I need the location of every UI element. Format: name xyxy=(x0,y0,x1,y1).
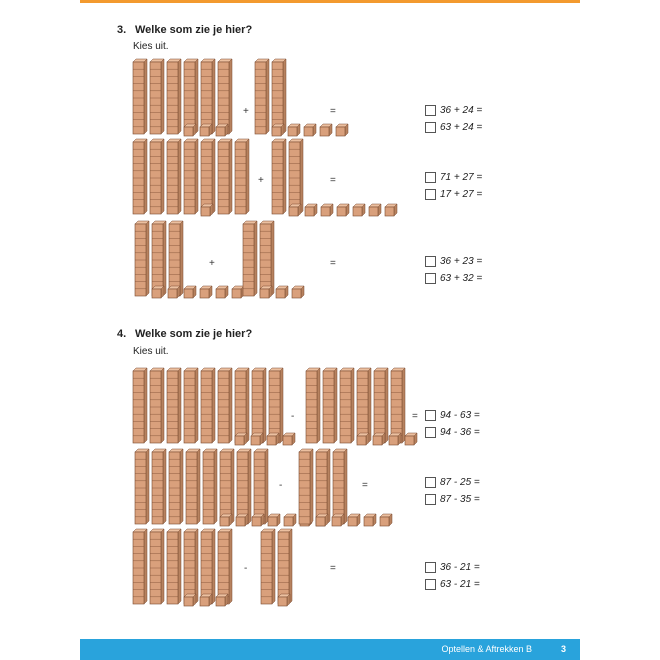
checkbox-icon[interactable] xyxy=(425,189,436,200)
option-label: 87 - 25 = xyxy=(440,477,480,488)
checkbox-icon[interactable] xyxy=(425,122,436,133)
q4-row3-equals: = xyxy=(330,563,336,574)
q4-row3-option-a[interactable] xyxy=(425,562,480,573)
top-accent-strip xyxy=(80,0,580,3)
q3-row2-equals: = xyxy=(330,175,336,186)
option-label: 63 + 24 = xyxy=(440,122,483,133)
q3-row1-operator: + xyxy=(243,106,249,117)
option-label: 36 + 24 = xyxy=(440,105,483,116)
q4-row2-equals: = xyxy=(362,480,368,491)
question-3-title xyxy=(117,24,252,36)
q3-row1-option-b[interactable] xyxy=(425,122,482,133)
q4-row2-operator: - xyxy=(279,480,283,491)
question-4-text: Welke som zie je hier? xyxy=(135,328,253,340)
q4-row1-option-a[interactable] xyxy=(425,410,480,421)
checkbox-icon[interactable] xyxy=(425,256,436,267)
q3-row3-option-b[interactable] xyxy=(425,273,482,284)
question-3-instruction: Kies uit. xyxy=(133,41,169,52)
q3-row2-option-b[interactable] xyxy=(425,189,482,200)
question-4-number: 4. xyxy=(117,328,127,340)
q3-row3-operator: + xyxy=(209,258,215,269)
checkbox-icon[interactable] xyxy=(425,105,436,116)
page-number: 3 xyxy=(560,644,566,654)
checkbox-icon[interactable] xyxy=(425,172,436,183)
q4-row3-operator: - xyxy=(244,563,248,574)
option-label: 63 - 21 = xyxy=(440,579,480,590)
option-label: 94 - 36 = xyxy=(440,427,480,438)
q3-row2-operator: + xyxy=(258,175,264,186)
option-label: 87 - 35 = xyxy=(440,494,480,505)
q4-row2-option-b[interactable] xyxy=(425,494,480,505)
q4-row3-option-b[interactable] xyxy=(425,579,480,590)
q3-row3-equals: = xyxy=(330,258,336,269)
q4-row1-equals: = xyxy=(412,411,418,422)
q3-row1-equals: = xyxy=(330,106,336,117)
option-label: 63 + 32 = xyxy=(440,273,483,284)
checkbox-icon[interactable] xyxy=(425,579,436,590)
option-label: 36 + 23 = xyxy=(440,256,483,267)
option-label: 94 - 63 = xyxy=(440,410,480,421)
checkbox-icon[interactable] xyxy=(425,410,436,421)
question-4-title xyxy=(117,328,252,340)
option-label: 71 + 27 = xyxy=(440,172,483,183)
checkbox-icon[interactable] xyxy=(425,477,436,488)
footer-title: Optellen & Aftrekken B xyxy=(441,644,532,654)
q3-row2-option-a[interactable] xyxy=(425,172,482,183)
question-3-text: Welke som zie je hier? xyxy=(135,24,253,36)
option-label: 36 - 21 = xyxy=(440,562,480,573)
q3-row3-option-a[interactable] xyxy=(425,256,482,267)
q4-row1-operator: - xyxy=(291,411,295,422)
option-label: 17 + 27 = xyxy=(440,189,483,200)
question-3-number: 3. xyxy=(117,24,127,36)
checkbox-icon[interactable] xyxy=(425,273,436,284)
question-4-instruction: Kies uit. xyxy=(133,346,169,357)
q4-row1-option-b[interactable] xyxy=(425,427,480,438)
q3-row1-option-a[interactable] xyxy=(425,105,482,116)
checkbox-icon[interactable] xyxy=(425,562,436,573)
checkbox-icon[interactable] xyxy=(425,427,436,438)
checkbox-icon[interactable] xyxy=(425,494,436,505)
footer-bar xyxy=(80,639,580,660)
q4-row2-option-a[interactable] xyxy=(425,477,480,488)
